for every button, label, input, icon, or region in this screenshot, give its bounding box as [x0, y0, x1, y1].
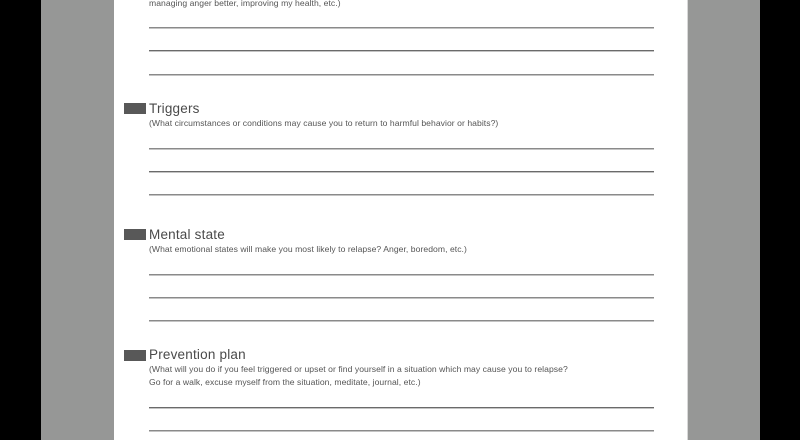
answer-line[interactable]	[149, 194, 654, 195]
answer-line[interactable]	[149, 274, 654, 275]
section-hint: (What emotional states will make you most likely to relapse? Anger, boredom, etc.)	[149, 244, 467, 254]
section-hint-line-1: (What will you do if you feel triggered or upset or find yourself in a situation which may cause you to relapse?	[149, 364, 568, 374]
section-title: Mental state	[149, 227, 225, 242]
previous-section-hint-continuation: managing anger better, improving my health, etc.)	[149, 0, 341, 8]
answer-line[interactable]	[149, 430, 654, 431]
section-marker-icon	[124, 103, 146, 114]
answer-line[interactable]	[149, 50, 654, 51]
section-marker-icon	[124, 229, 146, 240]
answer-line[interactable]	[149, 27, 654, 28]
answer-line[interactable]	[149, 74, 654, 75]
section-title: Triggers	[149, 101, 200, 116]
answer-line[interactable]	[149, 171, 654, 172]
answer-line[interactable]	[149, 297, 654, 298]
section-marker-icon	[124, 350, 146, 361]
section-hint-line-2: Go for a walk, excuse myself from the situation, meditate, journal, etc.)	[149, 377, 421, 387]
section-title: Prevention plan	[149, 347, 246, 362]
answer-line[interactable]	[149, 148, 654, 149]
answer-line[interactable]	[149, 407, 654, 408]
section-hint: (What circumstances or conditions may cause you to return to harmful behavior or habits?)	[149, 118, 499, 128]
answer-line[interactable]	[149, 320, 654, 321]
document-page	[114, 0, 688, 440]
